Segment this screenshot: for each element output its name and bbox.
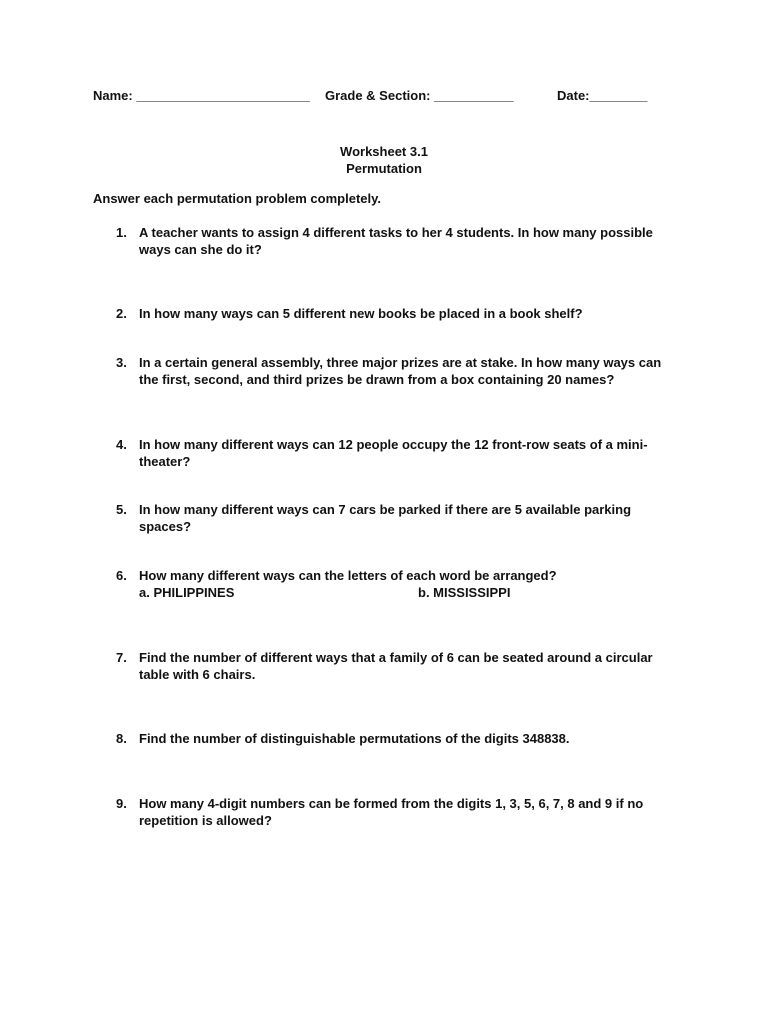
question-text: Find the number of different ways that a family of 6 can be seated around a circular table with 6 chairs.	[139, 650, 653, 682]
name-field-label: Name: ________________________	[93, 88, 310, 103]
question-number: 3.	[116, 355, 127, 370]
header-row	[93, 88, 673, 106]
question-number: 7.	[116, 650, 127, 665]
sub-item-a: a. PHILIPPINES	[139, 584, 235, 600]
sub-item-b: b. MISSISSIPPI	[418, 584, 511, 600]
question-text: Find the number of distinguishable permutations of the digits 348838.	[139, 731, 570, 746]
instructions: Answer each permutation problem completely.	[93, 191, 381, 206]
question-number: 2.	[116, 306, 127, 321]
date-field-label: Date:________	[557, 88, 648, 103]
question-number: 5.	[116, 502, 127, 517]
question-number: 8.	[116, 731, 127, 746]
question-number: 1.	[116, 225, 127, 240]
question-text: How many different ways can the letters of each word be arranged?	[139, 568, 557, 583]
grade-section-field-label: Grade & Section: ___________	[325, 88, 514, 103]
question-number: 9.	[116, 796, 127, 811]
question-number: 4.	[116, 437, 127, 452]
worksheet-number: Worksheet 3.1	[340, 144, 428, 159]
question-text: In how many different ways can 7 cars be parked if there are 5 available parking spaces?	[139, 502, 632, 534]
worksheet-title	[0, 143, 768, 177]
question-text: In how many different ways can 12 people occupy the 12 front-row seats of a mini-theater?	[139, 437, 648, 469]
question-text: How many 4-digit numbers can be formed from the digits 1, 3, 5, 6, 7, 8 and 9 if no repetition is allowed?	[139, 796, 644, 828]
question-text: In a certain general assembly, three major prizes are at stake. In how many ways can the first, second, and third prizes be drawn from a box containing 20 names?	[139, 355, 662, 387]
question-number: 6.	[116, 568, 127, 583]
worksheet-topic: Permutation	[346, 161, 422, 176]
question-text: In how many ways can 5 different new books be placed in a book shelf?	[139, 306, 583, 321]
question-text: A teacher wants to assign 4 different tasks to her 4 students. In how many possible ways can she do it?	[139, 225, 653, 257]
